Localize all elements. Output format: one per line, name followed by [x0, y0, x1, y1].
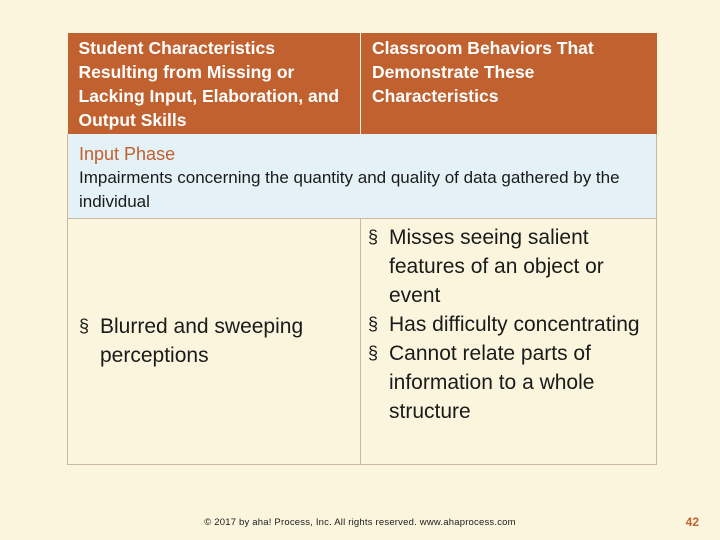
table-header-row [68, 33, 657, 134]
bullet-icon: § [368, 313, 379, 334]
list-item-text: Blurred and sweeping perceptions [100, 315, 304, 368]
page-number: 42 [685, 515, 699, 529]
characteristics-list [79, 312, 352, 370]
header-cell-behaviors: Classroom Behaviors That Demonstrate These Characteristics [361, 33, 657, 134]
phase-cell [68, 134, 657, 218]
list-item [79, 312, 352, 370]
list-item-text: Misses seeing salient features of an object or event [389, 225, 604, 307]
characteristics-cell [68, 218, 361, 464]
list-item [368, 339, 648, 426]
phase-title: Input Phase [79, 144, 176, 165]
bullet-icon: § [79, 316, 90, 337]
bullet-icon: § [368, 342, 379, 363]
phase-description: Impairments concerning the quantity and quality of data gathered by the individual [79, 168, 620, 212]
behaviors-cell [361, 218, 657, 464]
behaviors-list [368, 223, 648, 426]
footer-copyright: © 2017 by aha! Process, Inc. All rights reserved. www.ahaprocess.com [204, 517, 516, 528]
phase-row [68, 134, 657, 218]
characteristics-table [67, 33, 657, 465]
table-body-row [68, 218, 657, 464]
header-cell-characteristics: Student Characteristics Resulting from Missing or Lacking Input, Elaboration, and Output Skills [68, 33, 361, 134]
list-item [368, 310, 648, 339]
bullet-icon: § [368, 226, 379, 247]
list-item-text: Has difficulty concentrating [389, 312, 640, 336]
list-item [368, 223, 648, 310]
list-item-text: Cannot relate parts of information to a whole structure [389, 341, 595, 423]
